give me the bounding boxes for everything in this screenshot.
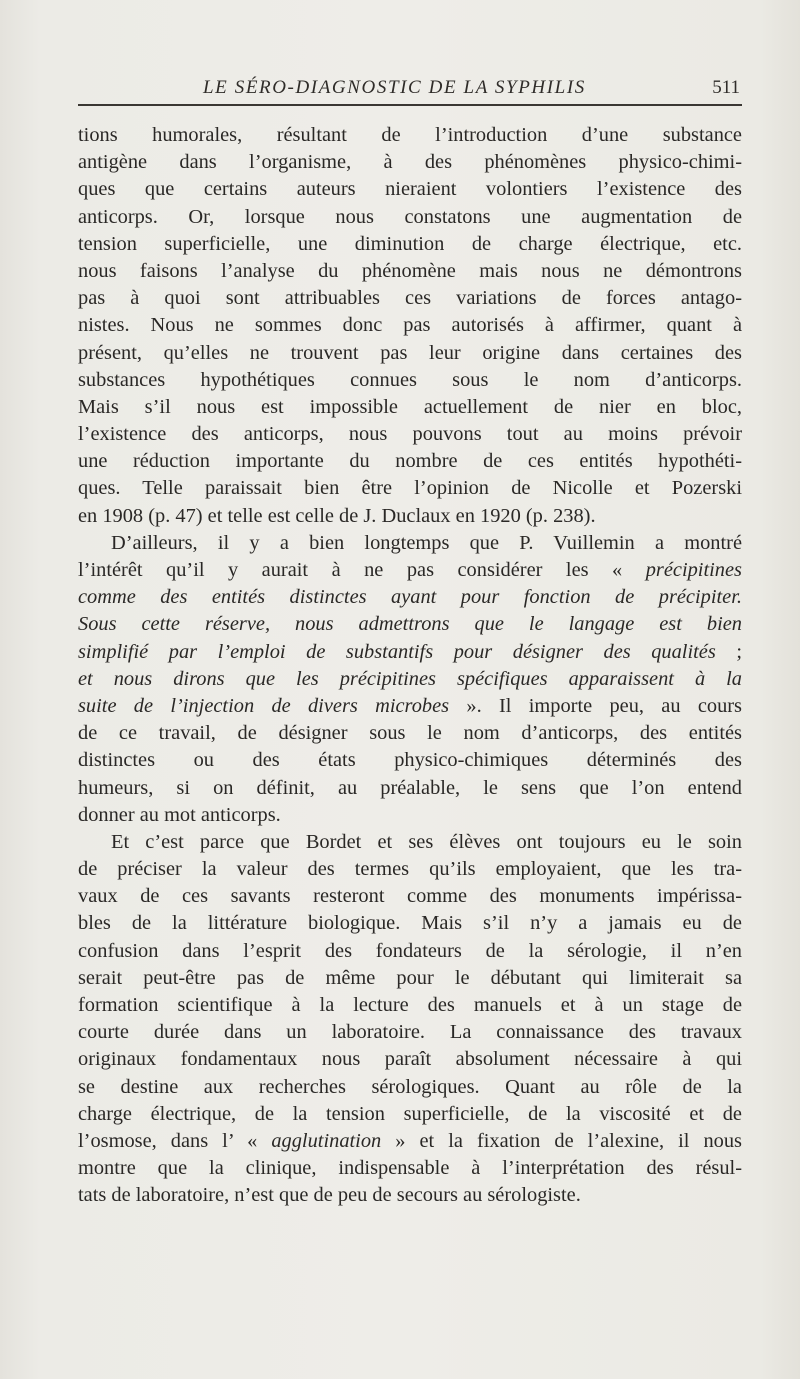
text-line xyxy=(78,312,742,339)
text-line xyxy=(78,176,742,203)
text-line xyxy=(78,1046,742,1073)
text-line xyxy=(78,584,742,611)
text-segment: antigène dans l’organisme, à des phénomènes physico-chimi- xyxy=(78,151,742,174)
italic-text: suite de l’injection de divers microbes xyxy=(78,694,450,717)
text-segment: confusion dans l’esprit des fondateurs de la sérologie, il n’en xyxy=(78,939,742,962)
text-line xyxy=(78,720,742,747)
page-number: 511 xyxy=(712,77,740,98)
text-line xyxy=(78,1101,742,1128)
text-segment: ; xyxy=(715,640,742,663)
text-line xyxy=(78,883,742,910)
text-segment: D’ailleurs, il y a bien longtemps que P. Vuillemin a montré xyxy=(111,531,742,554)
text-line xyxy=(78,1128,742,1155)
text-line xyxy=(78,1155,742,1182)
text-segment: ques que certains auteurs nieraient volontiers l’existence des xyxy=(78,178,742,201)
text-segment: tats de laboratoire, n’est que de peu de secours au sérologiste. xyxy=(78,1184,581,1207)
text-line xyxy=(78,611,742,638)
text-line xyxy=(78,475,742,502)
text-segment: ». Il importe peu, au cours xyxy=(449,694,742,717)
text-line xyxy=(78,503,742,530)
running-title: LE SÉRO-DIAGNOSTIC DE LA SYPHILIS xyxy=(203,77,586,98)
text-line xyxy=(78,802,742,829)
text-segment: tions humorales, résultant de l’introduction d’une substance xyxy=(78,124,742,146)
text-segment: une réduction importante du nombre de ces entités hypothéti- xyxy=(78,450,742,473)
italic-text: et nous dirons que les précipitines spécifiques apparaissent à la xyxy=(78,667,742,690)
italic-text: simplifié par l’emploi de substantifs pour désigner des qualités xyxy=(78,640,716,663)
text-segment: distinctes ou des états physico-chimiques déterminés des xyxy=(78,749,742,772)
text-line xyxy=(78,910,742,937)
text-line xyxy=(78,639,742,666)
text-segment: Et c’est parce que Bordet et ses élèves ont toujours eu le soin xyxy=(111,830,742,853)
text-segment: humeurs, si on définit, au préalable, le sens que l’on entend xyxy=(78,776,742,799)
text-line xyxy=(78,149,742,176)
text-line xyxy=(78,231,742,258)
text-segment: substances hypothétiques connues sous le nom d’anticorps. xyxy=(78,368,742,391)
text-segment: pas à quoi sont attribuables ces variations de forces antago- xyxy=(78,287,742,310)
italic-text: comme des entités distinctes ayant pour fonction de précipiter. xyxy=(78,586,742,609)
body-text xyxy=(78,122,742,1210)
text-line xyxy=(78,421,742,448)
text-segment: formation scientifique à la lecture des manuels et à un stage de xyxy=(78,994,742,1016)
text-segment: l’intérêt qu’il y aurait à ne pas considérer les « xyxy=(78,559,646,581)
page-header xyxy=(78,74,742,106)
text-line xyxy=(78,340,742,367)
text-line xyxy=(78,965,742,992)
italic-text: précipitines xyxy=(645,559,742,581)
text-segment: nous faisons l’analyse du phénomène mais nous ne démontrons xyxy=(78,259,742,282)
text-segment: Mais s’il nous est impossible actuellement de nier en bloc, xyxy=(78,395,742,418)
text-segment: présent, qu’elles ne trouvent pas leur origine dans certaines des xyxy=(78,341,742,364)
text-line xyxy=(78,829,742,856)
text-line xyxy=(78,938,742,965)
text-segment: ques. Telle paraissait bien être l’opinion de Nicolle et Pozerski xyxy=(78,477,742,500)
text-segment: montre que la clinique, indispensable à l’interprétation des résul- xyxy=(78,1157,742,1180)
text-segment: vaux de ces savants resteront comme des monuments impérissa- xyxy=(78,885,742,908)
text-segment: bles de la littérature biologique. Mais s’il n’y a jamais eu de xyxy=(78,912,742,935)
text-line xyxy=(78,285,742,312)
text-line xyxy=(78,530,742,557)
text-segment: l’osmose, dans l’ « xyxy=(78,1129,272,1152)
text-line xyxy=(78,557,742,584)
text-line xyxy=(78,122,742,149)
italic-text: agglutination xyxy=(271,1129,382,1152)
text-segment: tension superficielle, une diminution de charge électrique, etc. xyxy=(78,232,742,255)
text-segment: de préciser la valeur des termes qu’ils employaient, que les tra- xyxy=(78,858,742,881)
text-line xyxy=(78,258,742,285)
text-segment: anticorps. Or, lorsque nous constatons une augmentation de xyxy=(78,205,742,228)
text-line xyxy=(78,775,742,802)
text-segment: originaux fondamentaux nous paraît absolument nécessaire à qui xyxy=(78,1048,742,1071)
text-line xyxy=(78,1074,742,1101)
text-segment: se destine aux recherches sérologiques. Quant au rôle de la xyxy=(78,1075,742,1098)
text-line xyxy=(78,204,742,231)
text-line xyxy=(78,992,742,1019)
text-segment: serait peut-être pas de même pour le débutant qui limiterait sa xyxy=(78,966,742,989)
text-segment: en 1908 (p. 47) et telle est celle de J. Duclaux en 1920 (p. 238). xyxy=(78,504,596,527)
text-segment: charge électrique, de la tension superficielle, de la viscosité et de xyxy=(78,1102,742,1125)
text-segment: » et la fixation de l’alexine, il nous xyxy=(381,1129,742,1152)
text-segment: courte durée dans un laboratoire. La connaissance des travaux xyxy=(78,1021,742,1044)
text-segment: donner au mot anticorps. xyxy=(78,803,281,826)
text-line xyxy=(78,1019,742,1046)
text-line xyxy=(78,693,742,720)
text-line xyxy=(78,666,742,693)
text-line xyxy=(78,856,742,883)
text-line xyxy=(78,747,742,774)
text-segment: nistes. Nous ne sommes donc pas autorisés à affirmer, quant à xyxy=(78,314,742,337)
italic-text: Sous cette réserve, nous admettrons que le langage est bien xyxy=(78,613,742,636)
text-line xyxy=(78,1182,742,1209)
text-segment: l’existence des anticorps, nous pouvons tout au moins prévoir xyxy=(78,423,742,446)
text-line xyxy=(78,448,742,475)
text-line xyxy=(78,367,742,394)
text-segment: de ce travail, de désigner sous le nom d’anticorps, des entités xyxy=(78,722,742,745)
text-line xyxy=(78,394,742,421)
